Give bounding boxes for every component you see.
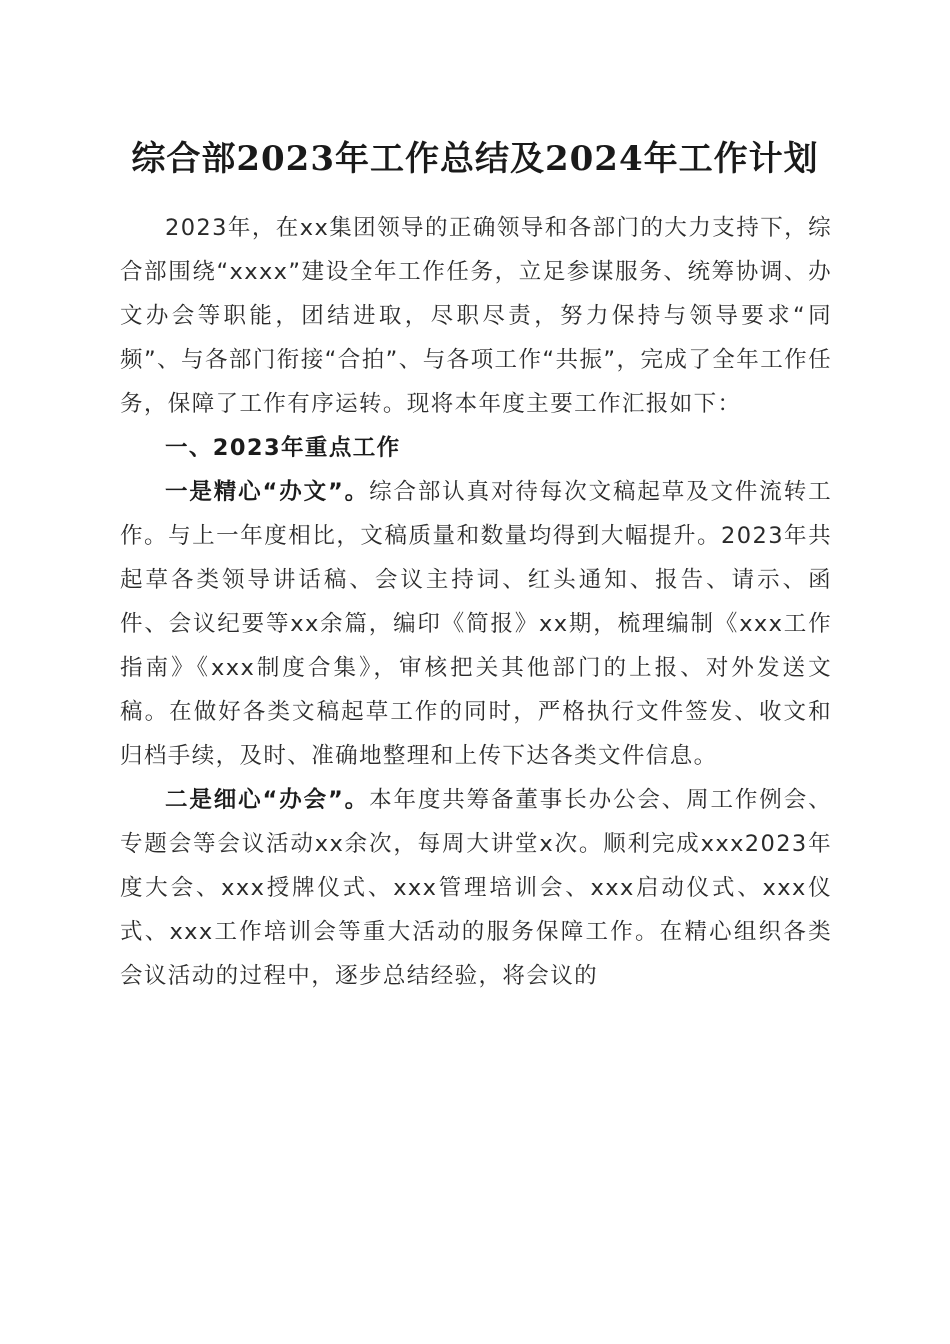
- document-body: [120, 206, 832, 998]
- item-2-lead: 二是细心“办会”。: [165, 787, 370, 813]
- paragraph-item-1: [120, 470, 832, 778]
- document-title: 综合部2023年工作总结及2024年工作计划: [131, 139, 819, 179]
- paragraph-item-2: [120, 778, 832, 998]
- item-1-lead: 一是精心“办文”。: [165, 479, 370, 505]
- item-2-text: 本年度共筹备董事长办公会、周工作例会、专题会等会议活动xx余次，每周大讲堂x次。顺利完成xxx2023年度大会、xxx授牌仪式、xxx管理培训会、xxx启动仪式、xxx仪式、xxx工作培训会等重大活动的服务保障工作。在精心组织各类会议活动的过程中，逐步总结经验，将会议的: [120, 787, 832, 989]
- section-heading: 一、2023年重点工作: [165, 435, 401, 461]
- item-1-text: 综合部认真对待每次文稿起草及文件流转工作。与上一年度相比，文稿质量和数量均得到大幅提升。2023年共起草各类领导讲话稿、会议主持词、红头通知、报告、请示、函件、会议纪要等xx余篇，编印《简报》xx期，梳理编制《xxx工作指南》《xxx制度合集》，审核把关其他部门的上报、对外发送文稿。在做好各类文稿起草工作的同时，严格执行文件签发、收文和归档手续，及时、准确地整理和上传下达各类文件信息。: [120, 479, 832, 769]
- intro-paragraph: 2023年，在xx集团领导的正确领导和各部门的大力支持下，综合部围绕“xxxx”建设全年工作任务，立足参谋服务、统筹协调、办文办会等职能，团结进取，尽职尽责，努力保持与领导要求“同频”、与各部门衔接“合拍”、与各项工作“共振”，完成了全年工作任务，保障了工作有序运转。现将本年度主要工作汇报如下：: [120, 215, 832, 417]
